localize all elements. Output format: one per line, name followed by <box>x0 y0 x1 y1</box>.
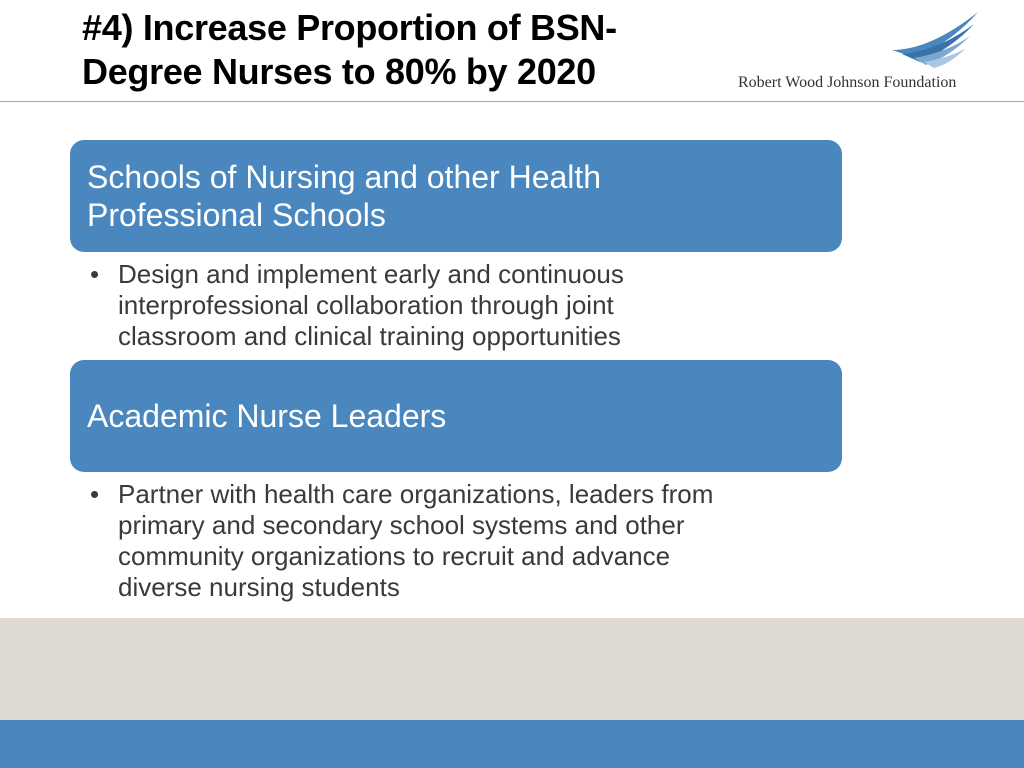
bullet-list-schools <box>90 259 830 352</box>
footer-bar <box>0 720 1024 768</box>
slide-title-line-1: #4) Increase Proportion of BSN- <box>82 7 617 48</box>
bullet-line: Design and implement early and continuous <box>118 259 624 289</box>
slide-title-line-2: Degree Nurses to 80% by 2020 <box>82 51 596 92</box>
section-header-line-1: Schools of Nursing and other Health <box>87 159 602 195</box>
bullet-line: Partner with health care organizations, leaders from <box>118 479 714 509</box>
list-item <box>90 479 830 603</box>
bullet-list-academic <box>90 479 830 603</box>
title-divider <box>0 101 1024 102</box>
bullet-marker: • <box>90 479 100 509</box>
bullet-line: diverse nursing students <box>118 572 400 602</box>
section-header-academic <box>70 360 842 472</box>
bullet-line: interprofessional collaboration through joint <box>118 290 614 320</box>
bullet-line: classroom and clinical training opportunities <box>118 321 621 351</box>
list-item <box>90 259 830 352</box>
bullet-line: primary and secondary school systems and other <box>118 510 685 540</box>
footer-band <box>0 618 1024 720</box>
section-header-schools <box>70 140 842 252</box>
bullet-line: community organizations to recruit and advance <box>118 541 671 571</box>
eagle-wing-icon <box>890 10 980 72</box>
section-header-line-1: Academic Nurse Leaders <box>87 398 447 434</box>
slide-title <box>82 6 722 94</box>
section-header-line-2: Professional Schools <box>87 197 386 233</box>
foundation-logo <box>730 10 980 100</box>
bullet-marker: • <box>90 259 100 289</box>
foundation-name: Robert Wood Johnson Foundation <box>738 74 957 91</box>
